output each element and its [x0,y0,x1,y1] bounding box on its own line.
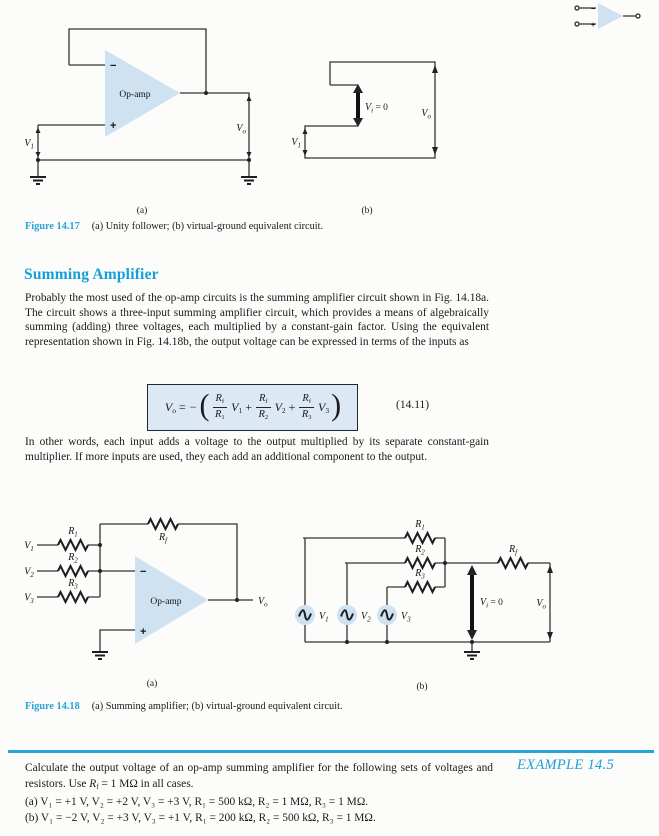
junction-dot [345,640,349,644]
figure-number: Figure 14.17 [25,221,80,232]
resistor-r3 [58,592,88,602]
example-intro [25,761,493,795]
rf-variable: R [89,777,97,790]
arrowhead-up [303,128,308,134]
arrowhead-up [247,96,252,102]
fig17a-unity-follower [24,29,257,216]
bottom-rail [305,642,550,651]
example-body [25,761,493,826]
arrowhead-down [247,152,252,158]
r2-label: $R_2$ [415,544,425,557]
figure-14-17-diagram [18,20,443,218]
plus-symbol: + [140,626,147,638]
plus-sign: + [245,400,252,414]
figure-14-18-caption [25,701,343,712]
section-divider-rule [8,750,654,753]
ground-symbol [241,177,257,184]
ground-symbol [92,652,108,659]
opamp-label: Op-amp [150,597,182,607]
ground-symbol [464,652,480,659]
fraction-2: $\frac{R_f}{R_2}$ [256,393,271,422]
junction-dot [470,640,474,644]
terminal-circle [636,14,640,18]
section-heading: Summing Amplifier [24,266,159,283]
minus-symbol: − [140,566,147,578]
caption-text: (a) Unity follower; (b) virtual-ground equivalent circuit. [91,221,324,232]
resistor-rf [148,519,178,529]
rf-label: $R_f$ [158,532,168,545]
example-case-a: (a) V₁ = +1 V, V₂ = +2 V, V₃ = +3 V, R₁ = 500 kΩ, R₂ = 1 MΩ, R₃ = 1 MΩ. [25,796,369,809]
v1-label: $V_1$ [24,138,34,151]
sublabel-a: (a) [146,679,158,689]
figure-14-17-caption [25,221,323,232]
arrowhead-up [36,128,41,134]
eq-v3: $V_3$ [318,399,330,416]
sublabel-a: (a) [136,206,148,216]
eq-lhs: $V_o$ [164,399,176,416]
resistor-r2 [405,558,435,568]
v1-label: $V_1$ [291,137,301,150]
resistor-r3 [405,582,435,592]
arrowhead-down [467,630,477,640]
plus-symbol: + [591,22,596,29]
v3-label: $V_3$ [401,611,411,624]
v3-label: $V_3$ [24,592,34,605]
rf-label: $R_f$ [508,544,518,557]
example-label: EXAMPLE 14.5 [517,757,615,773]
figure-14-18-diagram [10,505,655,697]
junction-dot [204,91,208,95]
minus-symbol: − [591,6,596,13]
figure-number: Figure 14.18 [25,701,80,712]
r1-label: $R_1$ [415,519,425,532]
vo-label: $V_o$ [536,598,546,611]
resistor-r1 [405,533,435,543]
rf-subscript: f [96,782,99,791]
eq-v1: $V_1$ [231,399,243,416]
terminal-circle [575,6,579,10]
arrowhead-down [36,152,41,158]
source-leads [305,538,387,642]
arrowhead-down [432,147,438,155]
junction-dot [36,158,40,162]
v1-label: $V_1$ [319,611,329,624]
caption-text: (a) Summing amplifier; (b) virtual-ground equivalent circuit. [91,701,343,712]
junction-dot [235,598,239,602]
vi-zero-label: $V_i = 0$ [480,597,503,610]
r1-label: $R_1$ [68,526,78,539]
resistor-rf [498,558,528,568]
junction-dot [247,158,251,162]
equals-sign: = [178,400,186,414]
fig18b-virtual-ground [295,519,553,692]
open-paren: ( [199,388,210,423]
close-paren: ) [331,388,342,423]
fig17b-virtual-ground [291,62,438,216]
junction-dot [443,561,447,565]
arrowhead-up [432,65,438,73]
ground-stubs [38,160,249,176]
terminal-circle [575,22,579,26]
plus-sign: + [288,400,296,414]
vo-label: $V_o$ [236,123,246,136]
junction-dot [385,640,389,644]
arrowhead-down [303,150,308,156]
resistor-r1 [58,540,88,550]
arrowhead-up [467,565,477,575]
summing-bus [100,524,135,597]
resistor-r2 [58,566,88,576]
minus-sign: − [189,400,197,414]
r2-label: $R_2$ [68,552,78,565]
junction-dot [98,569,102,573]
fraction-3: $\frac{R_f}{R_3}$ [299,393,314,422]
v1-label: $V_1$ [24,540,34,553]
vo-label: $V_o$ [421,108,431,121]
ground-symbol [30,177,46,184]
r3-label: $R_3$ [68,578,78,591]
r3-label: $R_3$ [415,568,425,581]
fig18a-summing-amplifier [24,519,268,689]
intro-post: = 1 MΩ in all cases. [98,777,194,790]
plus-symbol: + [110,120,117,132]
junction-dot [98,543,102,547]
fraction-1: $\frac{R_f}{R_1}$ [213,393,228,422]
vi-zero-label: $V_i = 0$ [365,102,388,115]
opamp-margin-icon [570,0,650,38]
equation-box [147,384,358,431]
eq-v2: $V_2$ [274,399,286,416]
arrowhead-down [547,632,553,640]
paragraph-1: Probably the most used of the op-amp circuits is the summing amplifier circuit shown in Fig. 14.18a. The circuit shows a three-input summing amplifier circuit, which provides a means of algebraically summing (adding) three voltages, each multiplied by a constant-gain factor. Using the equivalent representation shown in Fig. 14.18b, the output voltage can be expressed in terms of the inputs as [25,292,489,348]
v2-label: $V_2$ [361,611,371,624]
intro-pre: Calculate the output voltage of an op-amp summing amplifier for the following sets of voltages and resistors. Use [25,762,493,790]
equation-number: (14.11) [396,399,430,411]
paragraph-2: In other words, each input adds a voltage to the output multiplied by its separate constant-gain multiplier. If more inputs are used, they each add an additional component to the output. [25,436,489,463]
sublabel-b: (b) [416,682,428,692]
sublabel-b: (b) [361,206,373,216]
vo-label: $V_o$ [258,596,268,609]
minus-symbol: − [110,60,117,72]
opamp-triangle [598,3,623,29]
v2-label: $V_2$ [24,566,34,579]
example-case-b: (b) V₁ = −2 V, V₂ = +3 V, V₃ = +1 V, R₁ = 200 kΩ, R₂ = 500 kΩ, R₃ = 1 MΩ. [25,811,376,824]
arrowhead-up [547,565,553,573]
opamp-label: Op-amp [119,90,151,100]
